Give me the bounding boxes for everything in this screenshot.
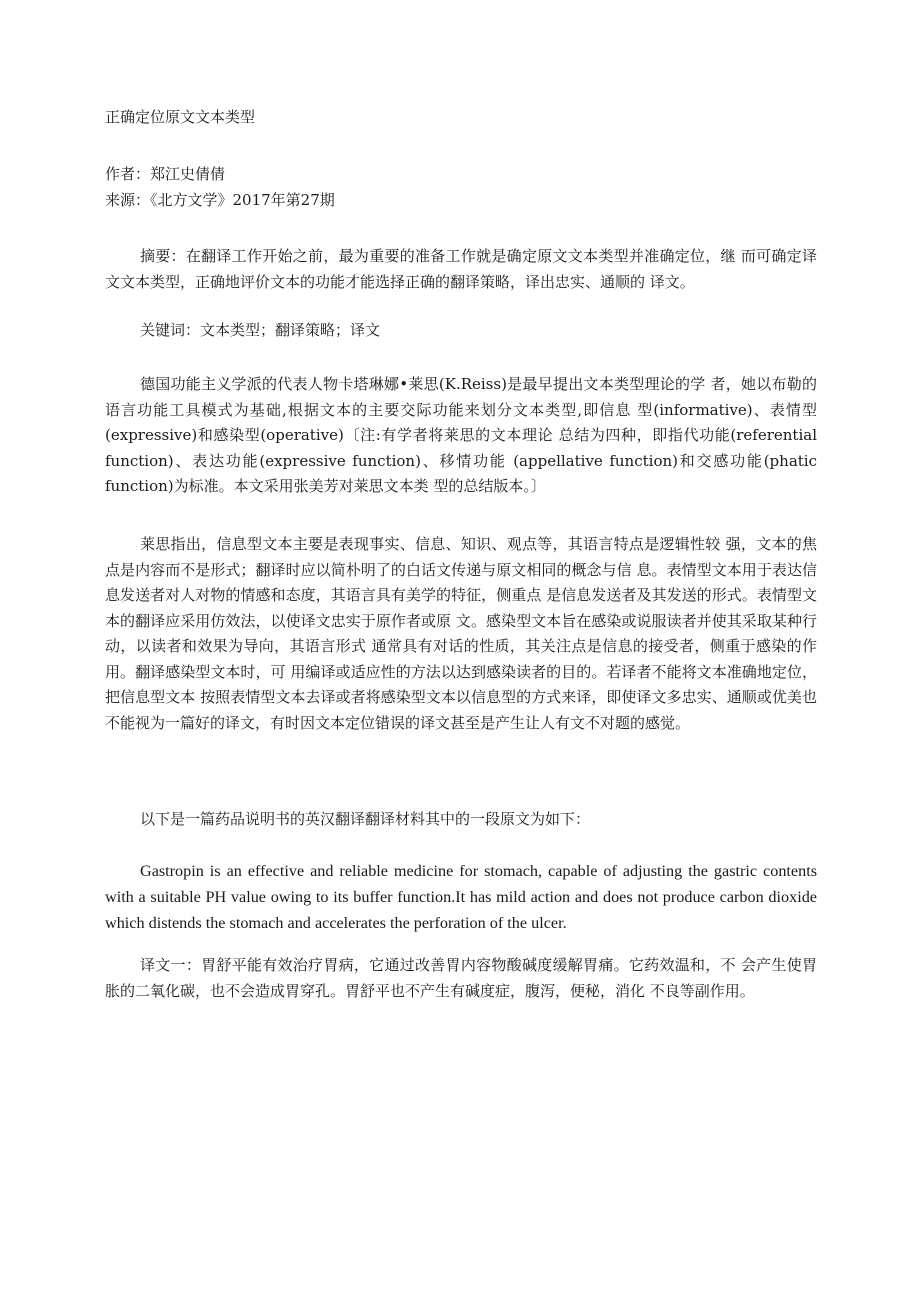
abstract-paragraph: 摘要：在翻译工作开始之前，最为重要的准备工作就是确定原文文本类型并准确定位，继 而可确定译文文本类型，正确地评价文本的功能才能选择正确的翻译策略，译出忠实、通顺的 译文。: [105, 247, 817, 291]
author-line: 作者：郑江史倩倩: [105, 165, 226, 183]
example-intro-paragraph: 以下是一篇药品说明书的英汉翻译翻译材料其中的一段原文为如下：: [140, 810, 591, 828]
reiss-types-paragraph: 莱思指出，信息型文本主要是表现事实、信息、知识、观点等，其语言特点是逻辑性较 强，文本的焦点是内容而不是形式；翻译时应以简朴明了的白话文传递与原文相同的概念与信 息。表情型文本用于表达信息发送者对人对物的情感和态度，其语言具有美学的特征，侧重点 是信息发送者及其发送的形式。表情型文本的翻译应采用仿效法，以使译文忠实于原作者或原 文。感染型文本旨在感染或说服读者并使其采取某种行动，以读者和效果为导向，其语言形式 通常具有对话的性质，其关注点是信息的接受者，侧重于感染的作用。翻译感染型文本时，可 用编译或适应性的方法以达到感染读者的目的。若译者不能将文本准确地定位，把信息型文本 按照表情型文本去译或者将感染型文本以信息型的方式来译，即使译文多忠实、通顺或优美也 不能视为一篇好的译文，有时因文本定位错误的译文甚至是产生让人有文不对题的感觉。: [105, 535, 817, 732]
english-source-paragraph: Gastropin is an effective and reliable medicine for stomach, capable of adjusting the gastric contents with a suitable PH value owing to its buffer function.It has mild action and does not produce carbon dioxide which distends the stomach and accelerates the perforation of the ulcer.: [105, 862, 817, 932]
source-line: 来源：《北方文学》2017年第27期: [105, 191, 335, 209]
reiss-intro-paragraph: 德国功能主义学派的代表人物卡塔琳娜•莱思(K.Reiss)是最早提出文本类型理论的学 者，她以布勒的语言功能工具模式为基础,根据文本的主要交际功能来划分文本类型,即信息 型(informative)、表情型(expressive)和感染型(operative)〔注:有学者将莱思的文本理论 总结为四种，即指代功能(referential function)、表达功能(expressive function)、移情功能 (appellative function)和交感功能(phatic function)为标准。本文采用张美芳对莱思文本类 型的总结版本。〕: [105, 375, 817, 495]
keywords-paragraph: 关键词：文本类型；翻译策略；译文: [140, 321, 381, 339]
article-title: 正确定位原文文本类型: [105, 108, 256, 126]
translation-one-paragraph: 译文一：胃舒平能有效治疗胃病，它通过改善胃内容物酸碱度缓解胃痛。它药效温和，不 会产生使胃胀的二氧化碳，也不会造成胃穿孔。胃舒平也不产生有碱度症，腹泻，便秘，消化 不良等副作用。: [105, 956, 817, 1000]
